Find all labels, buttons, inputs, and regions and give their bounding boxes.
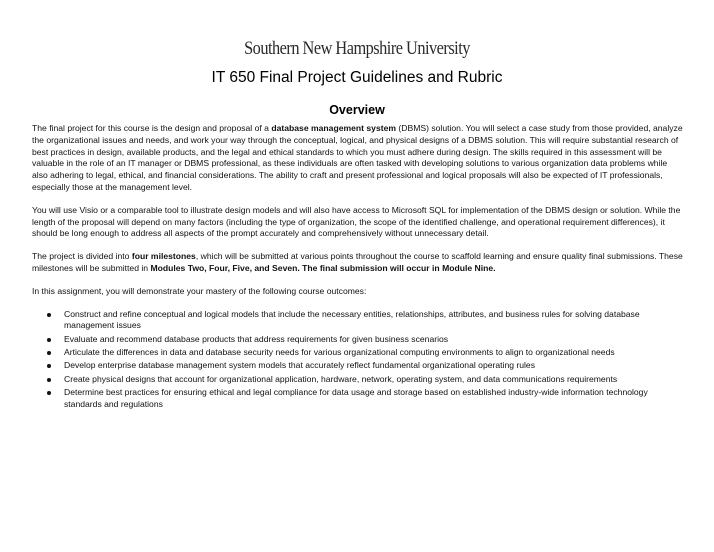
paragraph-1-text-b: (DBMS) solution. You will select a case study from those provided, analyze the organizational issues and needs, and work your way through the conceptual, logical, and physical designs of a DBMS solution. This will require substantial research of best practices in design, available products, and the legal and ethical standards to which you must adhere during design. The skills required in this assessment will be valuable in the role of an IT manager or DBMS professional, as these individuals are often tasked with developing solutions to various organization data problems while also adhering to legal, ethical, and financial considerations. The ability to craft and present professional and logical proposals will also be expected of IT professionals, especially those at the management level. [32,123,683,192]
bullet-icon [47,391,51,395]
paragraph-3-bold-modules: Modules Two, Four, Five, and Seven. The final submission will occur in Module Nine. [150,262,496,273]
outcome-text: Articulate the differences in data and database security needs for various organizational computing environments to align to organizational needs [64,346,615,357]
list-item [32,334,684,346]
paragraph-1-bold: database management system [271,123,397,133]
paragraph-3-text-b: , which will be submitted at various points throughout the course to scaffold learning and ensure quality final submissions. These milestones will be submitted in [32,251,683,273]
bullet-icon [47,378,51,382]
overview-body [32,123,684,412]
outcome-text: Create physical designs that account for organizational application, hardware, network, operating system, and data communications requirements [64,373,618,384]
overview-paragraph-1 [32,123,684,194]
list-item [32,387,684,411]
list-item [32,347,684,359]
bullet-icon [47,364,51,368]
document-title: IT 650 Final Project Guidelines and Rubric [211,69,503,86]
bullet-icon [47,313,51,317]
overview-paragraph-2: You will use Visio or a comparable tool to illustrate design models and will also have access to Microsoft SQL for implementation of the DBMS design or solution. While the length of the proposal will depend on many factors (including the type of organization, the scope of the identified challenge, and operational requirement differences), it should be long enough to address all aspects of the prompt accurately and comprehensively without unnecessary detail. [32,204,681,239]
list-item [32,374,684,386]
list-item [32,309,684,333]
overview-heading: Overview [329,103,385,117]
outcome-text: Evaluate and recommend database products that address requirements for given business scenarios [64,333,449,344]
course-outcomes-list [32,309,684,411]
bullet-icon [47,351,51,355]
overview-paragraph-4: In this assignment, you will demonstrate your mastery of the following course outcomes: [32,285,367,296]
paragraph-3-text-a: The project is divided into [32,251,132,262]
paragraph-3-bold-milestones: four milestones [131,251,196,262]
outcome-text: Construct and refine conceptual and logical models that include the necessary entities, relationships, attributes, and business rules for solving database management issues [64,308,640,331]
paragraph-1-text-a: The final project for this course is the design and proposal of a [32,123,272,133]
list-item [32,360,684,372]
university-logo: Southern New Hampshire University [244,38,470,59]
outcome-text: Develop enterprise database management system models that accurately reflect fundamental organizational operating rules [64,360,536,371]
bullet-icon [47,338,51,342]
outcome-text: Determine best practices for ensuring ethical and legal compliance for data usage and storage based on established industry-wide information technology standards and regulations [64,386,648,409]
overview-paragraph-3 [32,251,684,275]
